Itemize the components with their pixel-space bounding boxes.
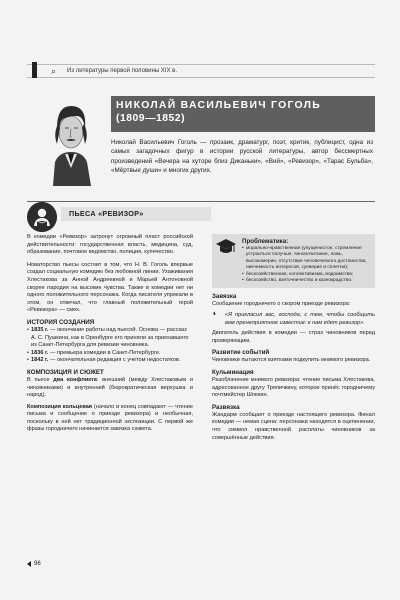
- conflicts-text: В пьесе: [27, 376, 54, 383]
- page-footer: [27, 561, 41, 567]
- denouement-text: Жандарм сообщает о приезде настоящего ревизора. Финал комедии — немая сцена: персонажи находятся в оцепенении, что символ нравственной расплаты чиновников за совершённые действия.: [212, 411, 375, 441]
- history-text: — окончательная редакция с учетом недостатков.: [48, 357, 181, 364]
- history-year: 1842 г.: [31, 357, 49, 364]
- history-list: [27, 327, 193, 365]
- running-header-label: Из литературы первой половины XIX в.: [67, 68, 177, 74]
- development-heading: Развитие событий: [212, 349, 270, 357]
- history-heading: ИСТОРИЯ СОЗДАНИЯ: [27, 318, 95, 326]
- quote-block: [212, 312, 375, 327]
- composition-heading: КОМПОЗИЦИЯ И СЮЖЕТ: [27, 368, 104, 376]
- author-name: НИКОЛАЙ ВАСИЛЬЕВИЧ ГОГОЛЬ: [116, 100, 322, 111]
- intro-paragraph: В комедии «Ревизор» затронут огромный пласт российской действительности: государственная власть, медицина, суд, образование, почтовое ведомство, полиция, купечество.: [27, 234, 193, 256]
- history-item: [27, 327, 193, 350]
- left-column: [27, 234, 193, 434]
- conflicts-text-end: : внешний (между Хлестаковым и чиновниками) и внутренний (бюрократическая верхушка и народ).: [27, 376, 193, 399]
- reader-icon: [27, 202, 57, 232]
- problems-heading: Проблематика:: [242, 238, 289, 245]
- problems-list: [242, 246, 370, 284]
- section-title: ПЬЕСА «РЕВИЗОР»: [69, 209, 144, 218]
- bookmark-mark: [32, 62, 37, 78]
- problems-box: [212, 234, 375, 288]
- climax-heading: Кульминация: [212, 369, 254, 376]
- page: [27, 56, 375, 576]
- page-number: 96: [34, 561, 41, 567]
- history-text: — премьера комедии в Санкт-Петербурге.: [48, 349, 161, 356]
- quote-text: «Я пригласил вас, господа, с тем, чтобы сообщить вам пренеприятное известие: к нам едет ревизор».: [225, 312, 375, 326]
- climax-text: Разоблачение мнимого ревизора: чтение письма Хлестакова, адресованное другу Тряпичкину, которое принёс городничему почтмейстер Шпекин.: [212, 377, 375, 399]
- author-years: (1809—1852): [116, 113, 186, 124]
- ring-text: (начало и конец совпадают — чтение письма и сообщение о приезде ревизора) и необычная, поскольку в ней нет традиционной экспозиции. С первой же фразы городничего начинается завязка сюжета.: [27, 403, 193, 433]
- right-column: [212, 234, 375, 442]
- problems-item: • бесхозяйство, взяточничество и казнокрадство.: [242, 278, 370, 284]
- history-year: 1835 г.: [31, 326, 49, 333]
- exposition-heading: Завязка: [212, 293, 237, 301]
- magnifier-icon: ⌕: [51, 66, 57, 76]
- novelty-paragraph: Новаторство пьесы состоит в том, что Н. В. Гоголь впервые создал социальную комедию без любовной линии. Ухаживания Хлестакова за Анной Андреевной и Марьей Антоновной скорее пародия на высокие чувства. Также в комедии нет ни одного положительного персонажа. Когда писателя упрекали в этом, он отвечал, что главный положительный герой «Ревизора» — смех.: [27, 261, 193, 314]
- history-item: [27, 357, 193, 365]
- ring-emphasis: Композиция кольцевая: [27, 403, 93, 410]
- ring-paragraph: [27, 404, 193, 434]
- conflicts-paragraph: [27, 377, 193, 400]
- author-bio: Николай Васильевич Гоголь — прозаик, драматург, поэт, критик, публицист, одна из самых загадочных фигур в истории русской литературы, автор бессмертных произведений «Вечера на хуторе близ Диканьки», «Вий», «Ревизор», «Тарас Бульба», «Мёртвые души» и многих других.: [111, 139, 373, 174]
- conflicts-emphasis: два конфликта: [53, 376, 97, 383]
- history-year: 1836 г.: [31, 349, 49, 356]
- denouement-heading: Развязка: [212, 403, 240, 411]
- quote-icon: ❛: [213, 311, 216, 321]
- development-text: Чиновники пытаются взятками подкупить мнимого ревизора.: [212, 357, 371, 364]
- graduation-cap-icon: [215, 237, 237, 257]
- running-header: [27, 64, 375, 78]
- exposition-text: Сообщение городничего о скором приезде ревизора:: [212, 301, 351, 308]
- problems-item: • бесхозяйственная, коллективизма, мздоимства;: [242, 272, 370, 278]
- problems-item: • морально-нравственная (упущенистое, стремление устроиться получше, чинопочитание, ложь, высокомерие, отсутствие человеческого достоинства, никчемность интересов, суеверие и сплетни);: [242, 246, 370, 272]
- page-arrow-icon: [27, 561, 31, 567]
- history-text: — окончание работы над пьесой. Основа — рассказ А. С. Пушкина, как в Оренбурге его приняли за приехавшего из Санкт-Петербурга для ревизии чиновника.: [31, 326, 189, 349]
- section-heading: [27, 201, 375, 223]
- author-heading: [111, 96, 375, 132]
- gogol-portrait: [39, 94, 103, 186]
- history-item: [27, 350, 193, 358]
- after-quote-text: Двигатель действия в комедии — страх чиновников перед проверяющим.: [212, 330, 375, 344]
